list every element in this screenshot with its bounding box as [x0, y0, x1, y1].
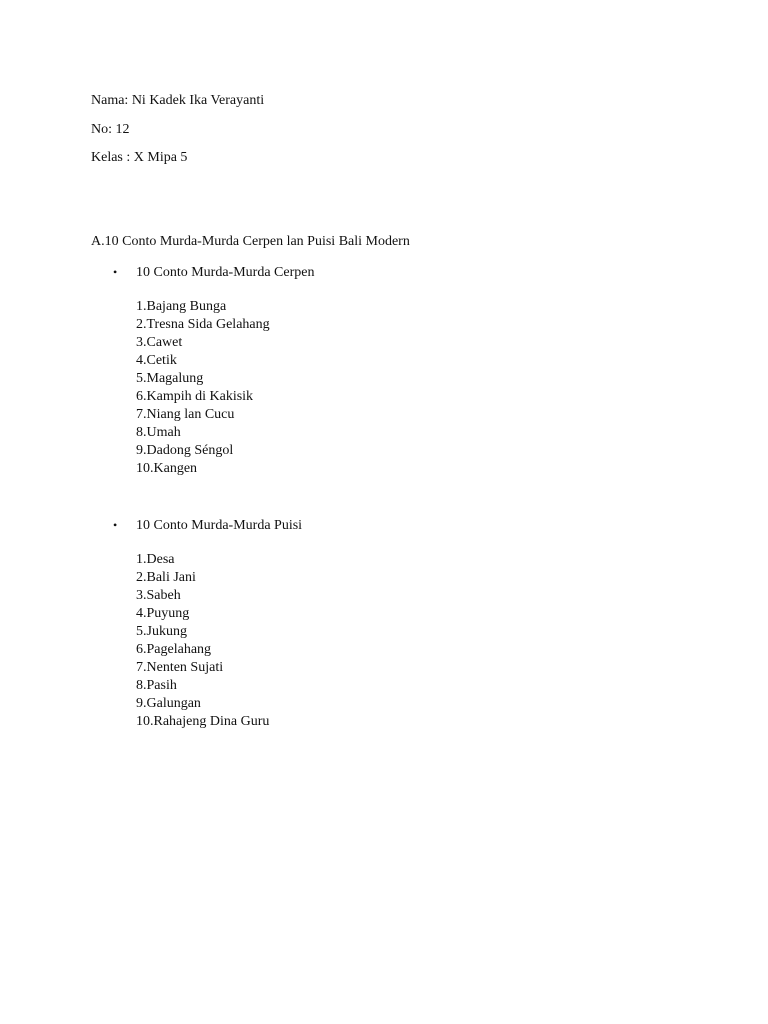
cerpen-list — [136, 298, 270, 478]
cerpen-list-title: 10 Conto Murda-Murda Cerpen — [136, 265, 315, 280]
list-item: 10.Rahajeng Dina Guru — [136, 714, 270, 729]
list-item: 7.Niang lan Cucu — [136, 407, 235, 422]
section-heading: A.10 Conto Murda-Murda Cerpen lan Puisi Bali Modern — [91, 234, 410, 249]
list-item: 1.Bajang Bunga — [136, 299, 227, 314]
list-item: 9.Dadong Séngol — [136, 443, 234, 458]
puisi-list-title: 10 Conto Murda-Murda Puisi — [136, 518, 303, 533]
list-item: 4.Puyung — [136, 606, 190, 621]
list-item: 9.Galungan — [136, 696, 201, 711]
list-item: 5.Jukung — [136, 624, 187, 639]
list-item: 10.Kangen — [136, 461, 198, 476]
list-item: 6.Kampih di Kakisik — [136, 389, 254, 404]
list-item: 6.Pagelahang — [136, 642, 212, 657]
list-item: 1.Desa — [136, 552, 175, 567]
bullet-icon: • — [113, 265, 118, 279]
puisi-list — [136, 551, 269, 731]
puisi-bullet-heading — [113, 516, 302, 535]
list-item: 5.Magalung — [136, 371, 204, 386]
list-item: 4.Cetik — [136, 353, 177, 368]
student-number: No: 12 — [91, 122, 130, 137]
list-item: 8.Umah — [136, 425, 181, 440]
list-item: 7.Nenten Sujati — [136, 660, 224, 675]
list-item: 3.Cawet — [136, 335, 183, 350]
list-item: 2.Tresna Sida Gelahang — [136, 317, 270, 332]
list-item: 3.Sabeh — [136, 588, 181, 603]
bullet-icon: • — [113, 518, 118, 532]
student-name: Nama: Ni Kadek Ika Verayanti — [91, 93, 265, 108]
cerpen-bullet-heading — [113, 263, 314, 282]
student-class: Kelas : X Mipa 5 — [91, 150, 188, 165]
list-item: 8.Pasih — [136, 678, 177, 693]
list-item: 2.Bali Jani — [136, 570, 196, 585]
